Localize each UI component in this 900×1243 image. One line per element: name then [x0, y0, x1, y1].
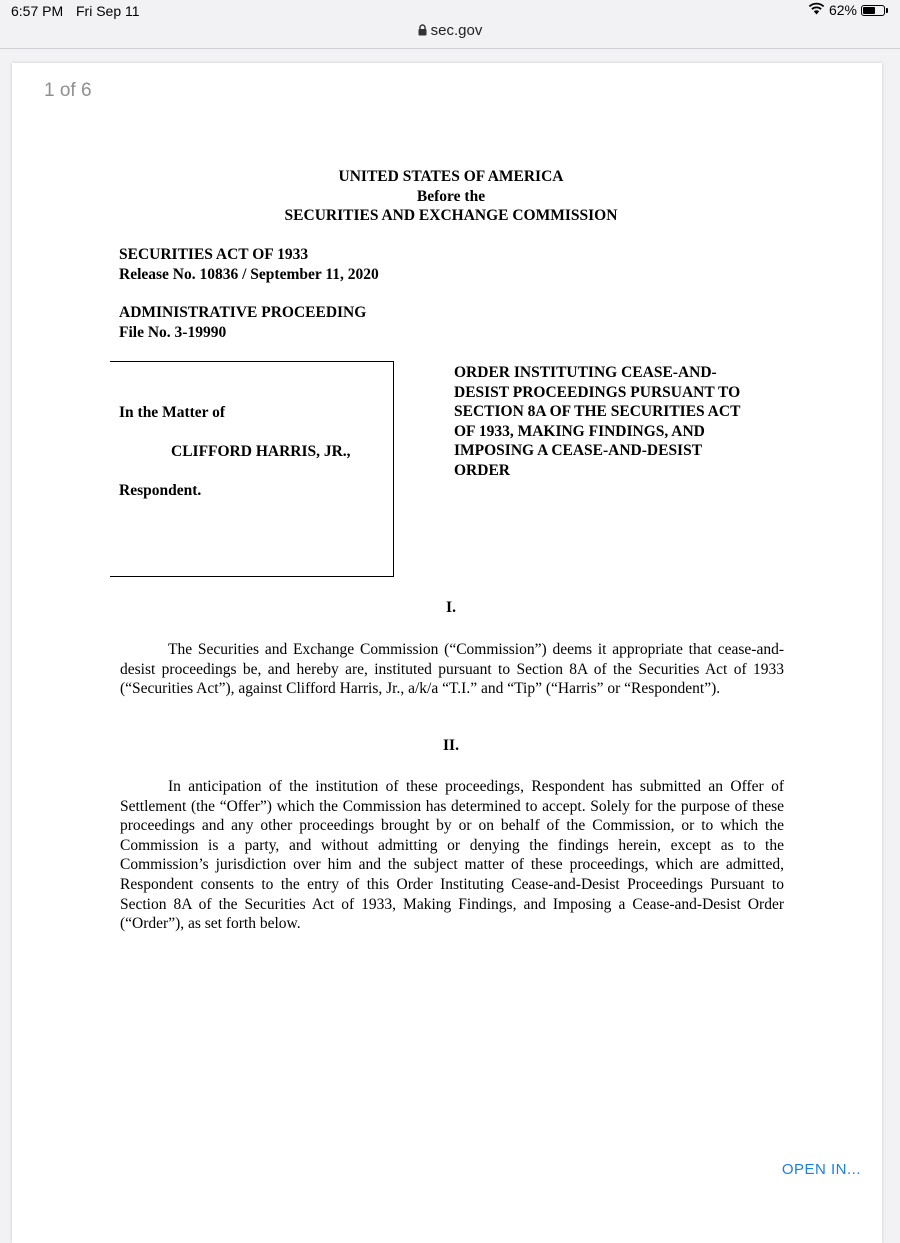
battery-percent: 62%	[828, 2, 857, 18]
release-number: Release No. 10836 / September 11, 2020	[119, 265, 379, 283]
address-bar[interactable]	[0, 22, 900, 42]
order-title-line: ORDER	[454, 461, 510, 479]
respondent-name: CLIFFORD HARRIS, JR.,	[171, 443, 351, 460]
respondent-label: Respondent.	[119, 482, 202, 499]
in-the-matter-of: In the Matter of	[119, 404, 226, 421]
status-indicators	[808, 2, 888, 18]
order-title-line: DESIST PROCEEDINGS PURSUANT TO	[454, 383, 741, 401]
header-line: UNITED STATES OF AMERICA	[338, 168, 564, 185]
section-2-paragraph: In anticipation of the institution of these proceedings, Respondent has submitted an Offer of Settlement (the “Offer”) which the Commission has determined to accept. Solely for the purpose of these proceedings and any other proceedings brought by or on behalf of the Commission, or to which the Commission is a party, and without admitting or denying the findings herein, except as to the Commission’s jurisdiction over him and the subject matter of these proceedings, which are admitted, Respondent consents to the entry of this Order Instituting Cease-and-Desist Proceedings Pursuant to Section 8A of the Securities Act of 1933, Making Findings, and Imposing a Cease-and-Desist Order (“Order”), as set forth below.	[120, 778, 784, 933]
order-title-line: IMPOSING A CEASE-AND-DESIST	[454, 442, 703, 459]
proceeding-block	[119, 303, 366, 342]
status-bar	[0, 0, 900, 24]
url-text[interactable]: sec.gov	[430, 22, 483, 39]
header-line: Before the	[416, 187, 486, 205]
battery-level	[863, 7, 875, 14]
case-caption-box	[110, 361, 394, 577]
release-block	[119, 245, 379, 284]
order-title-line: SECTION 8A OF THE SECURITIES ACT	[454, 403, 741, 420]
status-time: 6:57 PM	[11, 3, 64, 19]
section-heading-2: II.	[443, 737, 459, 754]
battery-icon	[861, 5, 885, 16]
act-title: SECURITIES ACT OF 1933	[119, 246, 309, 263]
status-date: Fri Sep 11	[76, 3, 140, 19]
proceeding-type: ADMINISTRATIVE PROCEEDING	[119, 304, 367, 321]
section-heading-1: I.	[446, 599, 456, 616]
document-header	[12, 167, 890, 226]
header-line: SECURITIES AND EXCHANGE COMMISSION	[284, 207, 618, 224]
toolbar-divider	[0, 48, 900, 49]
battery-cap	[886, 8, 888, 13]
file-number: File No. 3-19990	[119, 323, 227, 341]
wifi-icon	[808, 2, 825, 18]
section-1-paragraph: The Securities and Exchange Commission (“Commission”) deems it appropriate that cease-and-desist proceedings be, and hereby are, instituted pursuant to Section 8A of the Securities Act of 1933 (“Securities Act”), against Clifford Harris, Jr., a/k/a “T.I.” and “Tip” (“Harris” or “Respondent”).	[120, 641, 784, 698]
order-title-line: OF 1933, MAKING FINDINGS, AND	[454, 422, 705, 440]
page-indicator: 1 of 6	[44, 80, 92, 101]
open-in-button[interactable]: OPEN IN...	[781, 1161, 861, 1178]
order-title	[454, 363, 740, 480]
lock-icon	[418, 23, 427, 40]
order-title-line: ORDER INSTITUTING CEASE-AND-	[454, 364, 717, 381]
pdf-page[interactable]	[12, 63, 882, 1243]
